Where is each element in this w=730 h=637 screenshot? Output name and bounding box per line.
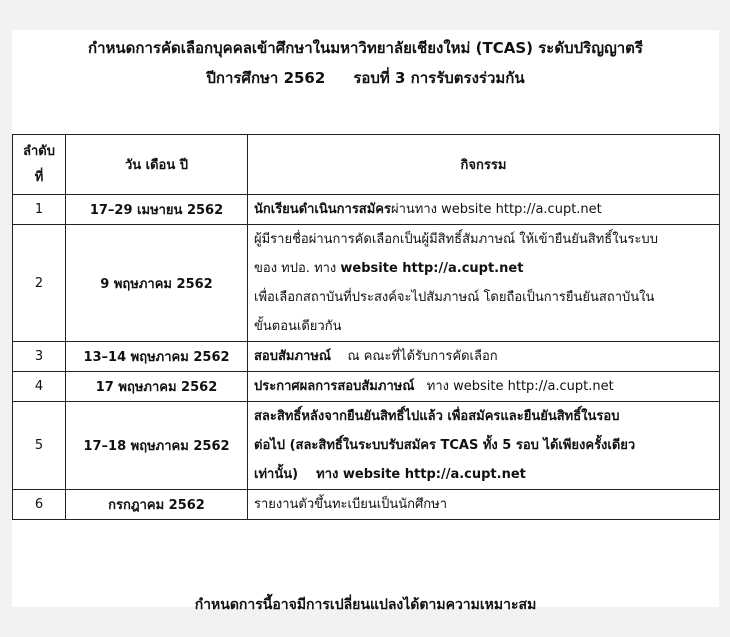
row-number: 4 (13, 372, 66, 402)
header-sequence: ลำดับ ที่ (13, 135, 66, 195)
row-activity: สละสิทธิ์หลังจากยืนยันสิทธิ์ไปแล้ว เพื่อสมัครและยืนยันสิทธิ์ในรอบ ต่อไป (สละสิทธิ์ในระบบรับสมัคร TCAS ทั้ง 5 รอบ ได้เพียงครั้งเดียว เท่านั้น) ทาง website http://a.cupt.net (248, 402, 720, 490)
row-number: 2 (13, 225, 66, 342)
footer-note: กำหนดการนี้อาจมีการเปลี่ยนแปลงได้ตามความเหมาะสม (194, 597, 537, 613)
row-date: 17–29 เมษายน 2562 (66, 195, 248, 225)
row-activity: ประกาศผลการสอบสัมภาษณ์ ทาง website http://a.cupt.net (248, 372, 720, 402)
row-date: 17–18 พฤษภาคม 2562 (66, 402, 248, 490)
row-number: 5 (13, 402, 66, 490)
table-row (13, 195, 720, 225)
row-number: 1 (13, 195, 66, 225)
row-number: 6 (13, 490, 66, 520)
table-row (13, 490, 720, 520)
document-page (12, 30, 719, 613)
row-activity: ผู้มีรายชื่อผ่านการคัดเลือกเป็นผู้มีสิทธิ์สัมภาษณ์ ให้เข้ายืนยันสิทธิ์ในระบบ ของ ทปอ. ทาง website http://a.cupt.net เพื่อเลือกสถาบันที่ประสงค์จะไปสัมภาษณ์ โดยถือเป็นการยืนยันสถาบันใน ขั้นตอนเดียวกัน (248, 225, 720, 342)
schedule-table (12, 134, 720, 520)
row-date: 17 พฤษภาคม 2562 (66, 372, 248, 402)
table-header-row (13, 135, 720, 195)
row-date: 9 พฤษภาคม 2562 (66, 225, 248, 342)
row-date: กรกฎาคม 2562 (66, 490, 248, 520)
table-row (13, 342, 720, 372)
academic-year: ปีการศึกษา 2562 (206, 69, 326, 87)
document-subtitle (12, 66, 719, 90)
header-activity: กิจกรรม (248, 135, 720, 195)
row-number: 3 (13, 342, 66, 372)
row-activity: สอบสัมภาษณ์ ณ คณะที่ได้รับการคัดเลือก (248, 342, 720, 372)
document-title: กำหนดการคัดเลือกบุคคลเข้าศึกษาในมหาวิทยาลัยเชียงใหม่ (TCAS) ระดับปริญญาตรี (88, 39, 643, 57)
header-date: วัน เดือน ปี (66, 135, 248, 195)
table-row (13, 402, 720, 490)
table-row (13, 372, 720, 402)
row-activity: รายงานตัวขึ้นทะเบียนเป็นนักศึกษา (248, 490, 720, 520)
row-date: 13–14 พฤษภาคม 2562 (66, 342, 248, 372)
row-activity: นักเรียนดำเนินการสมัครผ่านทาง website http://a.cupt.net (248, 195, 720, 225)
admission-round: รอบที่ 3 การรับตรงร่วมกัน (353, 69, 525, 87)
table-row (13, 225, 720, 342)
